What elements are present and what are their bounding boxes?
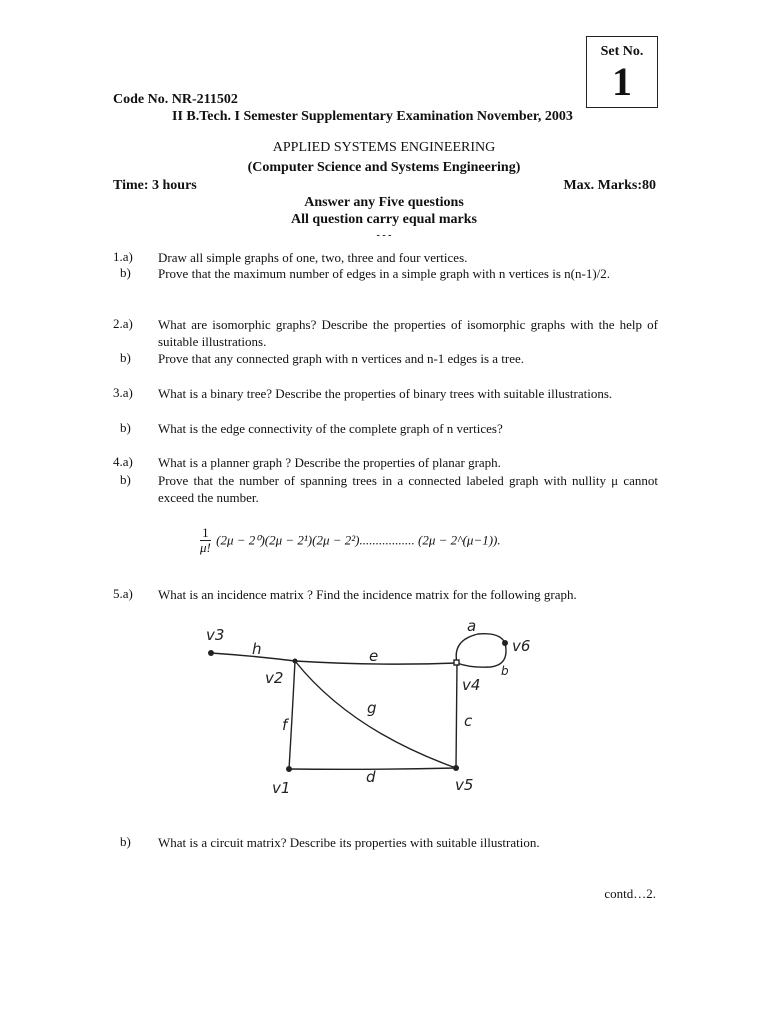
edge-label-f: f [282,716,288,734]
time-label: Time: 3 hours [113,178,197,193]
edge-c [456,663,457,768]
question-text: Prove that the maximum number of edges in a simple graph with n vertices is n(n-1)/2. [158,266,611,281]
vertex-label-v2: v2 [265,669,284,687]
question-5b [113,834,658,851]
vertex-v4 [454,660,459,665]
question-text: What is a binary tree? Describe the properties of binary trees with suitable illustrations. [158,386,613,401]
question-label: 3.a) [113,385,133,400]
formula-numerator: 1 [200,526,211,541]
question-text: What are isomorphic graphs? Describe the properties of isomorphic graphs with the help of suitable illustrations. [158,317,658,349]
vertex-label-v6: v6 [512,637,531,655]
vertex-label-v5: v5 [455,776,474,794]
question-text: What is an incidence matrix ? Find the incidence matrix for the following graph. [158,587,577,602]
edge-f [289,661,295,769]
continued-note: contd…2. [604,886,656,901]
instruction-answer: Answer any Five questions [304,195,464,210]
edge-label-a: a [467,617,477,635]
question-label: 4.a) [113,454,133,469]
edge-b [457,643,506,667]
code-number: Code No. NR-211502 [113,92,238,107]
question-label: 1.a) [113,249,133,264]
set-label: Set No. [600,44,644,59]
vertex-v3 [208,650,214,656]
subject-title: APPLIED SYSTEMS ENGINEERING [272,140,496,155]
set-number: 1 [612,59,632,104]
question-label: b) [120,350,131,365]
formula-body: (2μ − 2⁰)(2μ − 2¹)(2μ − 2²)................. (2μ − 2^(μ−1)). [216,532,501,548]
question-text: Prove that the number of spanning trees in a connected labeled graph with nullity μ cannot exceed the number. [158,473,658,505]
question-label: b) [120,834,131,849]
vertex-v6 [502,640,508,646]
max-marks: Max. Marks:80 [563,178,656,193]
question-label: 5.a) [113,586,133,601]
question-label: b) [120,472,131,487]
vertex-v5 [453,765,459,771]
edge-label-e: e [369,647,379,665]
vertex-label-v1: v1 [272,779,291,797]
question-text: What is a planner graph ? Describe the properties of planar graph. [158,455,501,470]
vertex-v2 [293,659,298,664]
question-text: Prove that any connected graph with n vertices and n-1 edges is a tree. [158,351,525,366]
question-text: What is a circuit matrix? Describe its properties with suitable illustration. [158,835,540,850]
edge-label-g: g [367,699,377,717]
formula-denominator: μ! [200,540,211,555]
vertex-label-v4: v4 [462,676,481,694]
separator: - - - [376,230,392,241]
question-label: b) [120,265,131,280]
question-text: What is the edge connectivity of the complete graph of n vertices? [158,421,503,436]
edge-label-b: b [501,664,509,678]
exam-title: II B.Tech. I Semester Supplementary Examination November, 2003 [172,109,573,124]
edge-label-c: c [464,712,473,730]
question-label: b) [120,420,131,435]
edge-label-h: h [252,640,262,658]
vertex-v1 [286,766,292,772]
edge-label-d: d [366,768,376,786]
question-text: Draw all simple graphs of one, two, three and four vertices. [158,250,468,265]
vertex-label-v3: v3 [206,626,225,644]
question-label: 2.a) [113,316,133,331]
instruction-marks: All question carry equal marks [291,212,477,227]
branch-title: (Computer Science and Systems Engineering) [247,160,521,175]
edge-a [456,634,505,663]
